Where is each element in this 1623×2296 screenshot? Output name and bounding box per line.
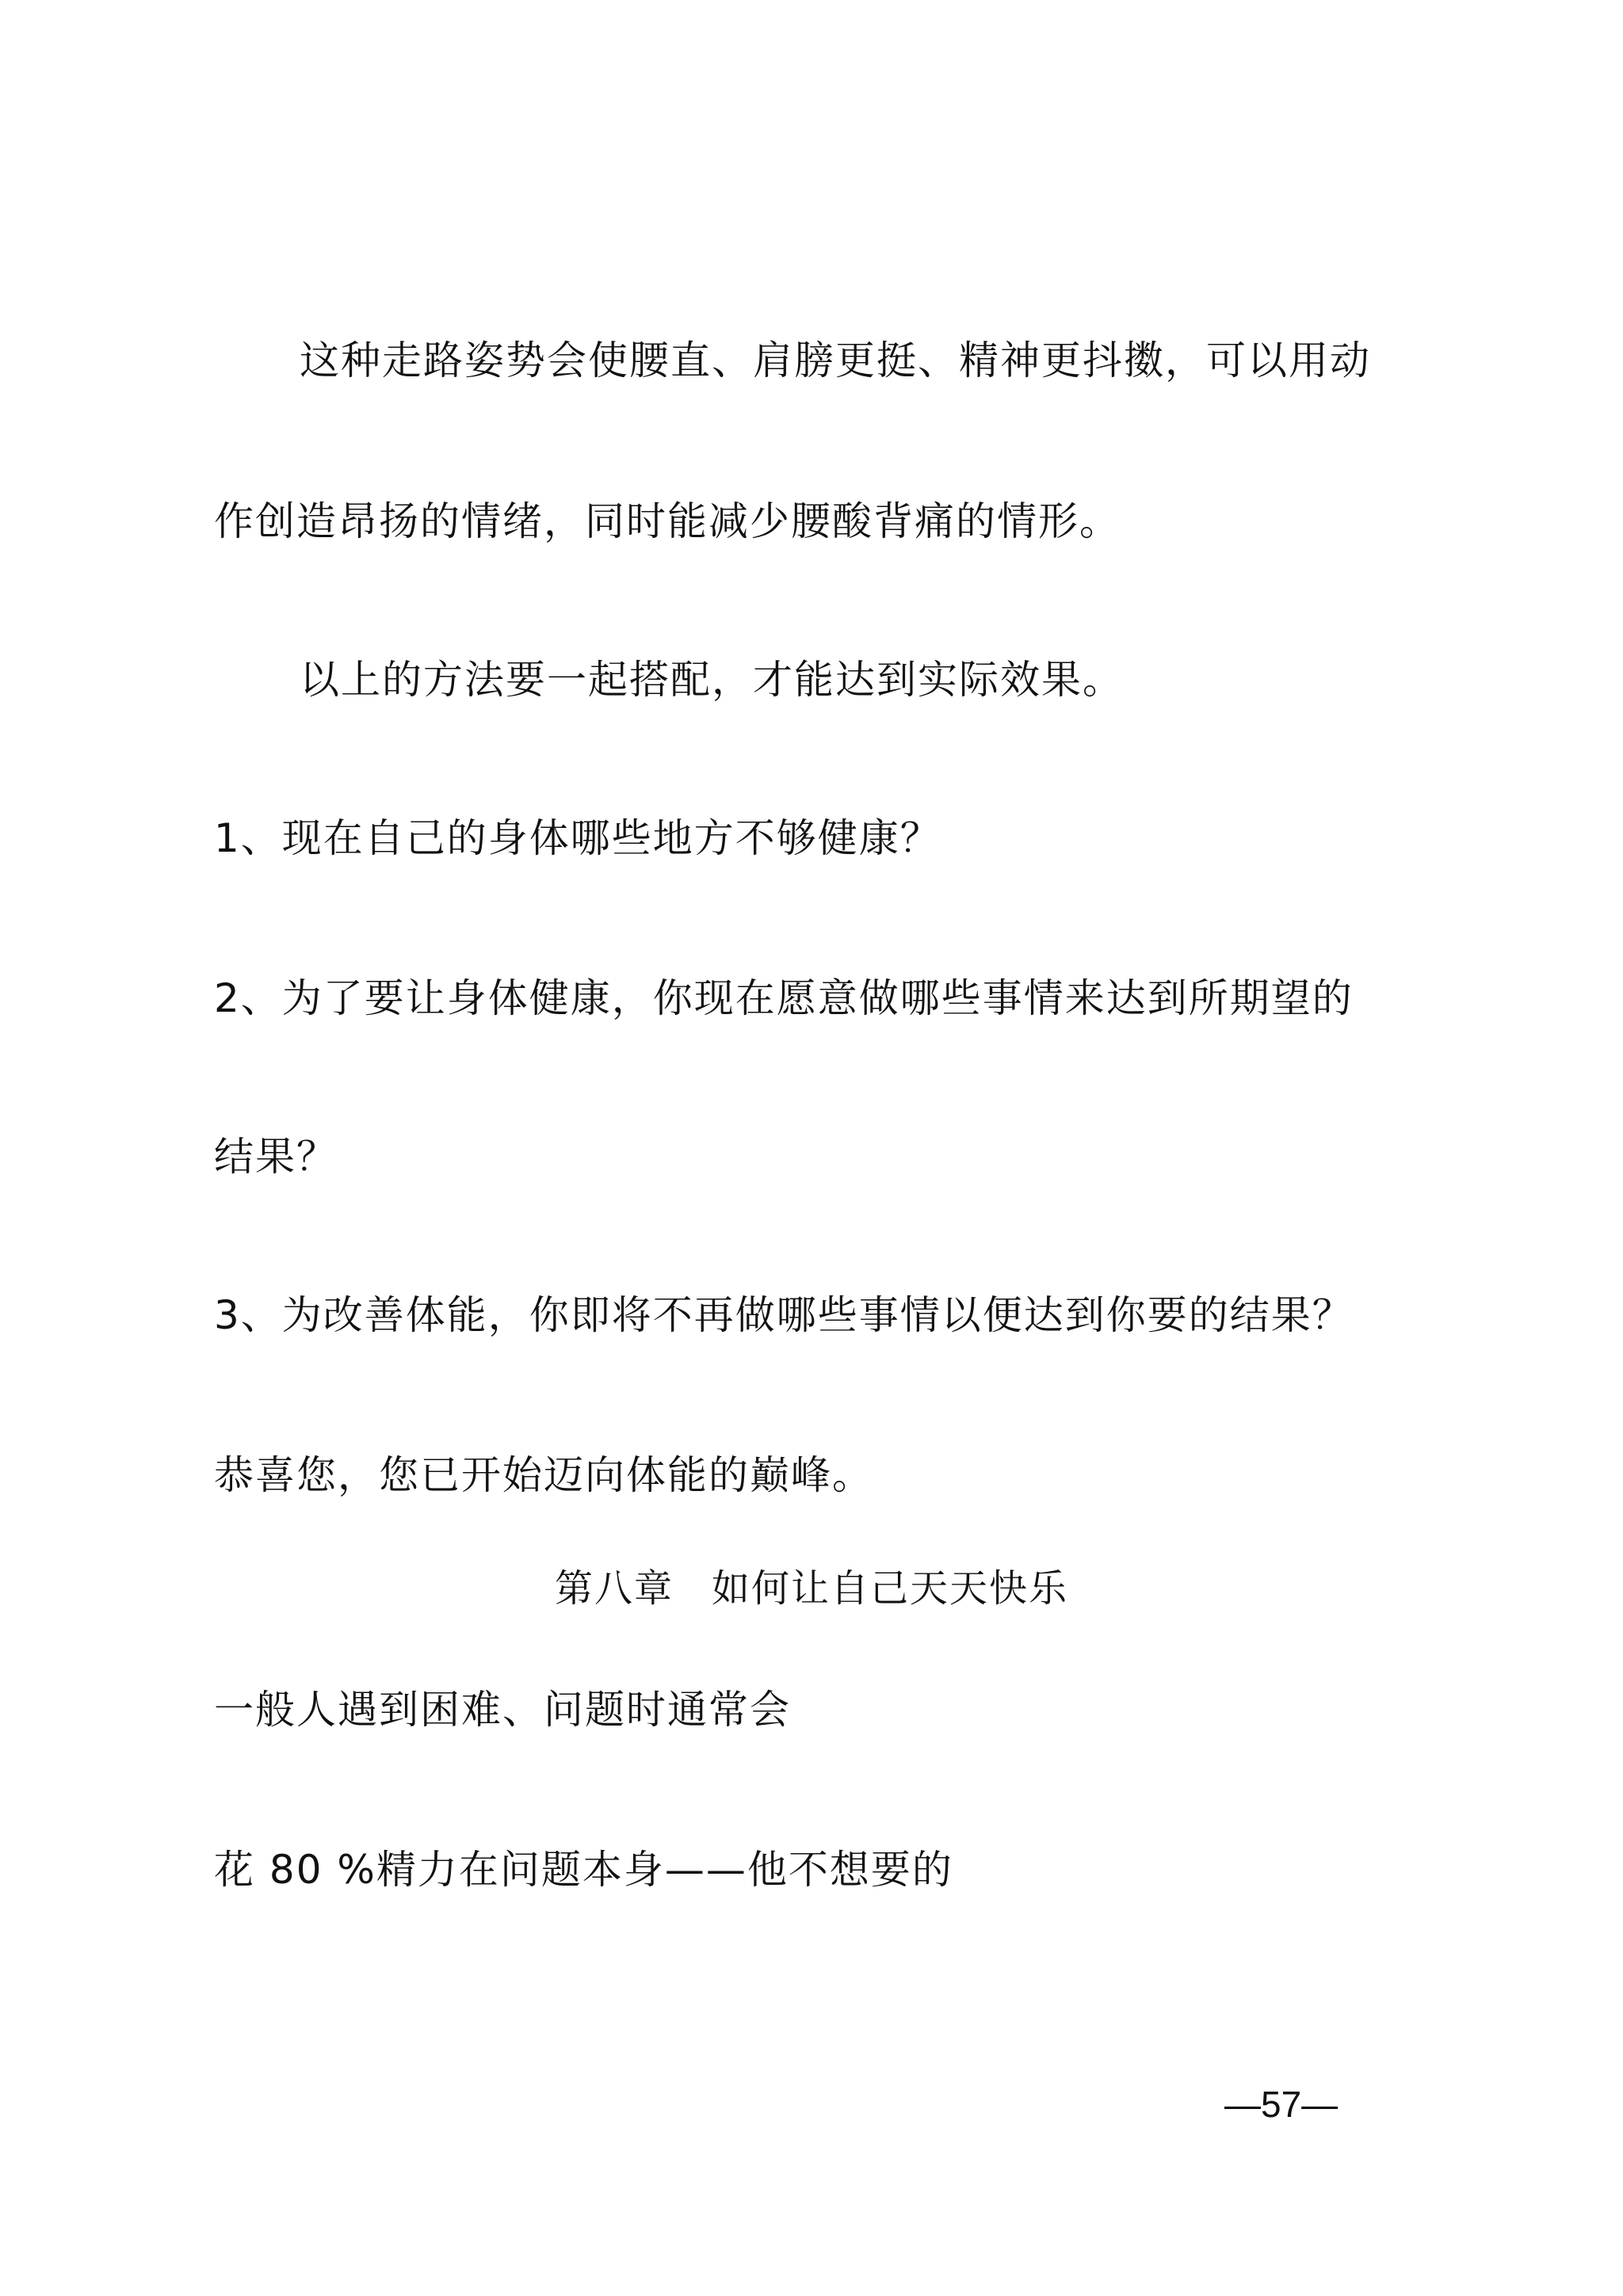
question-1: 1、现在自己的身体哪些地方不够健康？ — [214, 815, 941, 861]
paragraph-posture-line-2: 作创造昂扬的情绪，同时能减少腰酸背痛的情形。 — [214, 498, 1121, 544]
chapter-number: 第八章 — [554, 1566, 674, 1611]
chapter-heading — [0, 1565, 1623, 1612]
question-2-line-1: 2、为了要让身体健康，你现在愿意做哪些事情来达到所期望的 — [214, 975, 1354, 1021]
question-3: 3、为改善体能，你即将不再做哪些事情以便达到你要的结果？ — [214, 1292, 1354, 1338]
paragraph-posture-line-1: 这种走路姿势会使腰直、肩膀更挺、精神更抖擞，可以用动 — [300, 338, 1371, 383]
chapter-title: 如何让自己天天快乐 — [712, 1566, 1069, 1611]
paragraph-combine-methods: 以上的方法要一起搭配，才能达到实际效果。 — [300, 657, 1124, 703]
question-2-line-2: 结果？ — [214, 1134, 338, 1180]
body-line-1: 一般人遇到困难、问题时通常会 — [214, 1687, 791, 1733]
congratulations-line: 恭喜您，您已开始迈向体能的巅峰。 — [214, 1452, 873, 1498]
page-number: —57— — [1224, 2084, 1338, 2125]
body-line-2: 花 80 %精力在问题本身——他不想要的 — [214, 1847, 953, 1893]
